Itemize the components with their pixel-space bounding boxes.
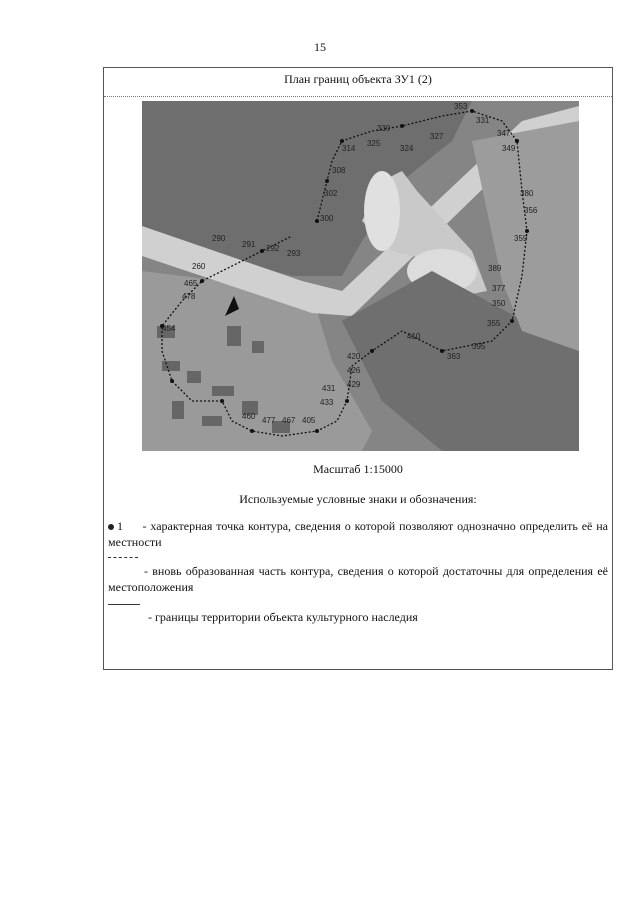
map-label: 353: [454, 102, 468, 111]
map-label: 331: [476, 116, 490, 125]
map-label: 454: [162, 324, 176, 333]
map-label: 405: [302, 416, 316, 425]
document-frame: [103, 67, 613, 670]
dashed-line-icon: [108, 557, 138, 558]
map-label: 467: [282, 416, 296, 425]
legend-heritage-text: - границы территории объекта культурного наследия: [148, 610, 418, 624]
legend-item-new-contour: [108, 563, 608, 595]
map-label: 324: [400, 144, 414, 153]
map-label: 293: [287, 249, 301, 258]
map-label: 410: [407, 332, 421, 341]
legend-new-contour-text: - вновь образованная часть контура, сведения о которой достаточны для определения её местоположения: [108, 564, 608, 594]
satellite-map: [142, 101, 579, 451]
map-label: 325: [367, 139, 381, 148]
map-label: 477: [262, 416, 276, 425]
map-label: 350: [492, 299, 506, 308]
legend-item-heritage-border: [108, 609, 608, 625]
map-label: 359: [514, 234, 528, 243]
map-label: 291: [242, 240, 256, 249]
point-symbol-icon: [108, 524, 114, 530]
map-label: 431: [322, 384, 336, 393]
legend-point-text: - характерная точка контура, сведения о которой позволяют однозначно определить её на местности: [108, 519, 609, 549]
map-label: 356: [524, 206, 538, 215]
map-label: 349: [502, 144, 516, 153]
map-image: [142, 101, 579, 451]
legend-heading: Используемые условные знаки и обозначения:: [239, 492, 477, 506]
map-label: 330: [377, 124, 391, 133]
legend-point-number: 1: [117, 519, 123, 533]
solid-line-icon: [108, 604, 140, 605]
map-label: 460: [242, 412, 256, 421]
page-number: 15: [314, 40, 326, 54]
map-label: 347: [497, 129, 511, 138]
map-label: 290: [212, 234, 226, 243]
map-label: 420: [347, 352, 361, 361]
map-label: 300: [320, 214, 334, 223]
map-label: 395: [472, 342, 486, 351]
map-label: 426: [347, 366, 361, 375]
map-label: 363: [447, 352, 461, 361]
map-label: 292: [266, 244, 280, 253]
map-label: 260: [192, 262, 206, 271]
map-label: 433: [320, 398, 334, 407]
map-label: 355: [487, 319, 501, 328]
map-label: 380: [520, 189, 534, 198]
legend-item-point: [108, 518, 608, 550]
map-label: 465: [184, 279, 198, 288]
map-label: 327: [430, 132, 444, 141]
map-label: 478: [182, 292, 196, 301]
map-label: 302: [324, 189, 338, 198]
map-label: 314: [342, 144, 356, 153]
map-scale: Масштаб 1:15000: [313, 462, 403, 476]
map-label: 308: [332, 166, 346, 175]
map-label: 389: [488, 264, 502, 273]
map-label: 429: [347, 380, 361, 389]
plan-title: План границ объекта ЗУ1 (2): [104, 68, 612, 97]
map-label: 377: [492, 284, 506, 293]
